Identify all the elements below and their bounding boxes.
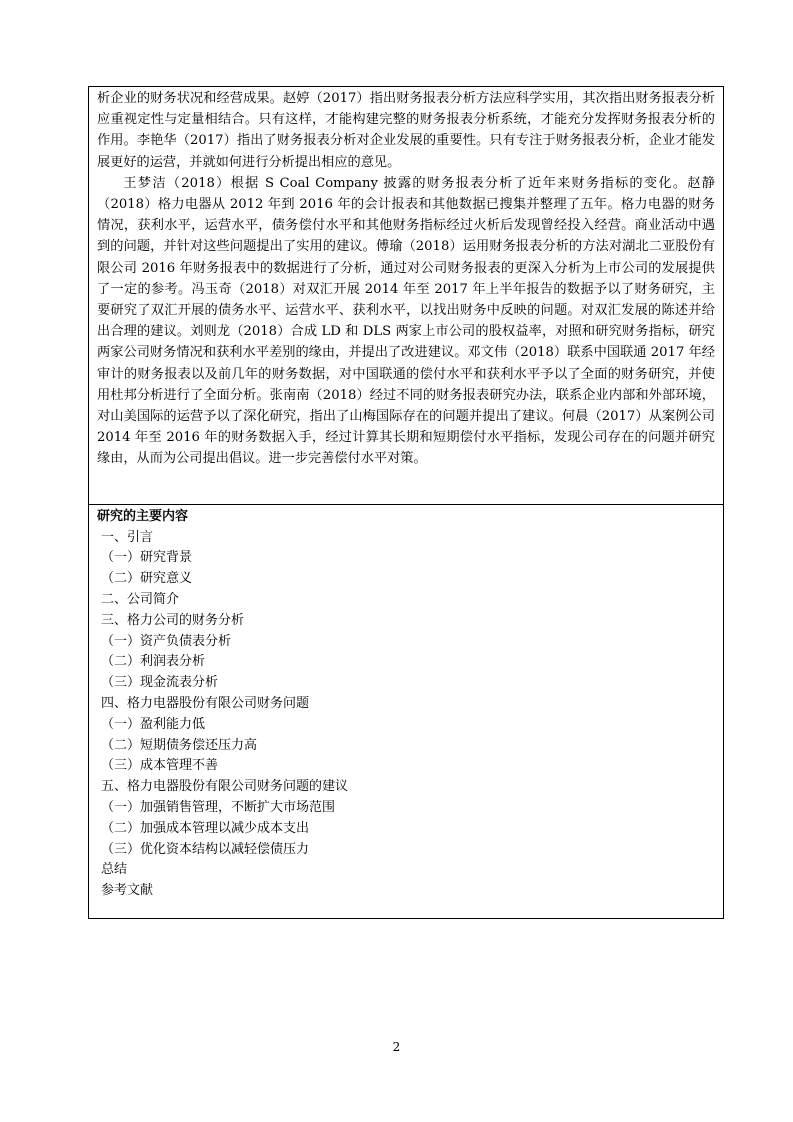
outline-item: （二）短期债务偿还压力高 bbox=[101, 737, 258, 753]
section-heading: 研究的主要内容 bbox=[97, 509, 189, 524]
outline-item: （二）利润表分析 bbox=[101, 654, 206, 670]
page-number: 2 bbox=[392, 1040, 401, 1054]
outline-item: （三）现金流表分析 bbox=[101, 675, 219, 691]
outline-item: 二、公司简介 bbox=[101, 591, 180, 607]
outline-item: 总结 bbox=[101, 862, 128, 878]
outline-item: 参考文献 bbox=[101, 883, 154, 899]
outline-item: （一）盈利能力低 bbox=[101, 716, 206, 732]
outline-item: 四、格力电器股份有限公司财务问题 bbox=[101, 695, 310, 711]
outline-item: 一、引言 bbox=[101, 529, 154, 545]
literature-review-box bbox=[88, 86, 724, 505]
main-content-box bbox=[88, 504, 724, 919]
outline-item: （三）优化资本结构以减轻偿债压力 bbox=[101, 841, 310, 857]
outline-item: （一）资产负债表分析 bbox=[101, 633, 232, 649]
outline-item: （一）研究背景 bbox=[101, 550, 193, 566]
outline-item: （二）研究意义 bbox=[101, 571, 193, 587]
outline-item: （一）加强销售管理，不断扩大市场范围 bbox=[101, 799, 336, 815]
literature-paragraph-2: 王梦洁（2018）根据 S Coal Company 披露的财务报表分析了近年来财务指标的变化。赵静（2018）格力电器从 2012 年到 2016 年的会计报表和其他数据已搜集并整理了五年。格力电器的财务情况，获利水平，运营水平，债务偿付水平和其他财务指标经过火析后发现曾经投入经营。商业活动中遇到的问题，并针对这些问题提出了实用的建议。傅瑜（2018）运用财务报表分析的方法对湖北二亚股份有限公司 2016 年财务报表中的数据进行了分析，通过对公司财务报表的更深入分析为上市公司的发展提供了一定的参考。冯玉奇（2018）对双汇开展 2014 年至 2017 年上半年报告的数据予以了财务研究，主要研究了双汇开展的债务水平、运营水平、获利水平，以找出财务中反映的问题。对双汇发展的陈述并给出合理的建议。刘则龙（2018）合成 LD 和 DLS 两家上市公司的股权益率，对照和研究财务指标，研究两家公司财务情况和获利水平差别的缘由，并提出了改进建议。邓文伟（2018）联系中国联通 2017 年经审计的财务报表以及前几年的财务数据，对中国联通的偿付水平和获利水平予以了全面的财务研究，并使用杜邦分析进行了全面分析。张南南（2018）经过不同的财务报表研究办法，联系企业内部和外部环境，对山美国际的运营予以了深化研究，指出了山梅国际存在的问题并提出了建议。何晨（2017）从案例公司 2014 年至 2016 年的财务数据入手，经过计算其长期和短期偿付水平指标，发现公司存在的问题并研究缘由，从而为公司提出倡议。进一步完善偿付水平对策。 bbox=[97, 175, 715, 467]
outline-list bbox=[89, 528, 723, 902]
outline-item: （三）成本管理不善 bbox=[101, 758, 219, 774]
outline-item: 三、格力公司的财务分析 bbox=[101, 612, 245, 628]
outline-item: （二）加强成本管理以减少成本支出 bbox=[101, 820, 310, 836]
literature-paragraph-1: 析企业的财务状况和经营成果。赵婷（2017）指出财务报表分析方法应科学实用，其次指出财务报表分析应重视定性与定量相结合。只有这样，才能构建完整的财务报表分析系统，才能充分发挥财务报表分析的作用。李艳华（2017）指出了财务报表分析对企业发展的重要性。只有专注于财务报表分析，企业才能发展更好的运营，并就如何进行分析提出相应的意见。 bbox=[97, 91, 715, 170]
outline-item: 五、格力电器股份有限公司财务问题的建议 bbox=[101, 779, 349, 795]
